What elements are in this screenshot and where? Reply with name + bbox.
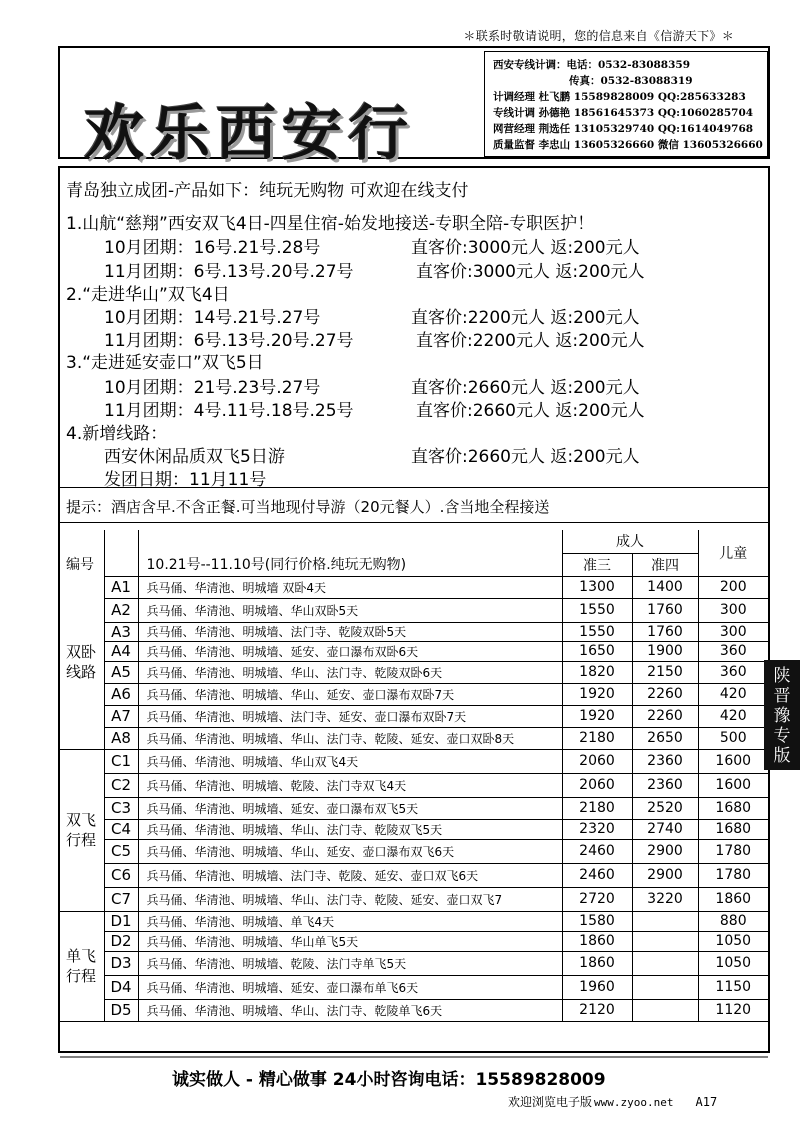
group-label-text: 双卧线路	[66, 643, 97, 682]
price-child: 1780	[698, 863, 768, 887]
slogan: 诚实做人 - 精心做事 24小时咨询电话：15589828009	[172, 1070, 606, 1090]
side-tab-char: 晋	[773, 686, 791, 706]
product-1-oct-price: 直客价:3000元人 返:200元人	[411, 238, 640, 258]
price-std3: 1960	[562, 975, 632, 999]
route-description: 兵马俑、华清池、明城墙、华山双飞4天	[138, 749, 562, 773]
product-2-nov-price: 直客价:2200元人 返:200元人	[416, 331, 645, 351]
product-2-nov-dates: 11月团期：6号.13号.20号.27号	[104, 331, 354, 351]
route-description: 兵马俑、华清池、明城墙、华山、法门寺、乾陵、延安、壶口双卧8天	[138, 727, 562, 749]
route-code: C2	[104, 773, 138, 797]
route-code: A7	[104, 705, 138, 727]
product-3-oct-price: 直客价:2660元人 返:200元人	[411, 378, 640, 398]
divider	[60, 487, 768, 488]
price-child: 1050	[698, 951, 768, 975]
route-code: A4	[104, 641, 138, 661]
price-table	[60, 530, 768, 1022]
route-code: C3	[104, 797, 138, 819]
route-description: 兵马俑、华清池、明城墙、华山、法门寺、乾陵双卧6天	[138, 661, 562, 683]
route-description: 兵马俑、华清池、明城墙、单飞4天	[138, 911, 562, 931]
price-child: 360	[698, 641, 768, 661]
route-description: 兵马俑、华清池、明城墙、法门寺、乾陵、延安、壶口双飞6天	[138, 863, 562, 887]
route-code: A3	[104, 622, 138, 641]
table-row	[60, 951, 768, 975]
contact-box	[484, 51, 768, 157]
route-code: A2	[104, 598, 138, 622]
table-row	[60, 661, 768, 683]
price-std3: 1860	[562, 951, 632, 975]
price-std4: 2150	[632, 661, 698, 683]
header-std4: 准四	[632, 553, 698, 576]
route-description: 兵马俑、华清池、明城墙、延安、壶口瀑布双卧6天	[138, 641, 562, 661]
side-tab	[764, 660, 800, 770]
product-4-price: 直客价:2660元人 返:200元人	[411, 447, 640, 467]
side-tab-char: 版	[773, 746, 791, 766]
route-description: 兵马俑、华清池、明城墙、华山、法门寺、乾陵双飞5天	[138, 819, 562, 839]
group-label	[60, 749, 104, 911]
price-child: 1600	[698, 773, 768, 797]
table-row	[60, 641, 768, 661]
price-std4: 2900	[632, 839, 698, 863]
product-4-title: 4.新增线路：	[66, 424, 168, 444]
price-std4: 2650	[632, 727, 698, 749]
route-description: 兵马俑、华清池、明城墙、华山、延安、壶口瀑布双卧7天	[138, 683, 562, 705]
footer-welcome: 欢迎浏览电子版	[508, 1095, 593, 1109]
price-std4: 2260	[632, 683, 698, 705]
price-std4: 2360	[632, 773, 698, 797]
group-label	[60, 576, 104, 749]
price-std3: 1650	[562, 641, 632, 661]
route-description: 兵马俑、华清池、明城墙、乾陵、法门寺单飞5天	[138, 951, 562, 975]
product-4-name: 西安休闲品质双飞5日游	[104, 447, 285, 467]
route-description: 兵马俑、华清池、明城墙、延安、壶口瀑布单飞6天	[138, 975, 562, 999]
table-row	[60, 749, 768, 773]
route-code: C7	[104, 887, 138, 911]
price-child: 300	[698, 622, 768, 641]
product-1-nov-dates: 11月团期：6号.13号.20号.27号	[104, 262, 354, 282]
price-std3: 1550	[562, 598, 632, 622]
route-description: 兵马俑、华清池、明城墙 双卧4天	[138, 576, 562, 598]
price-std4: 2260	[632, 705, 698, 727]
price-std3: 1920	[562, 705, 632, 727]
route-description: 兵马俑、华清池、明城墙、乾陵、法门寺双飞4天	[138, 773, 562, 797]
contact-line: 专线计调 孙德艳 18561645373 QQ:1060285704	[493, 107, 754, 119]
price-std4	[632, 999, 698, 1021]
route-code: A1	[104, 576, 138, 598]
price-std4: 2520	[632, 797, 698, 819]
price-std3: 2460	[562, 863, 632, 887]
price-std4	[632, 931, 698, 951]
price-std4: 1760	[632, 598, 698, 622]
top-note: ＊联系时敬请说明，您的信息来自《信游天下》＊	[463, 29, 734, 43]
product-1-title: 1.山航“慈翔”西安双飞4日-四星住宿-始发地接送-专职全陪-专职医护！	[66, 214, 595, 234]
price-child: 1780	[698, 839, 768, 863]
side-tab-char: 陕	[773, 666, 791, 686]
price-std3: 1860	[562, 931, 632, 951]
table-row	[60, 773, 768, 797]
table-row	[60, 863, 768, 887]
price-child: 1120	[698, 999, 768, 1021]
footer-site[interactable]: www.zyoo.net	[594, 1096, 674, 1109]
route-description: 兵马俑、华清池、明城墙、华山、法门寺、乾陵、延安、壶口双飞7	[138, 887, 562, 911]
group-label-text: 单飞行程	[66, 947, 97, 985]
route-description: 兵马俑、华清池、明城墙、法门寺、延安、壶口瀑布双卧7天	[138, 705, 562, 727]
group-label	[60, 911, 104, 1021]
table-row	[60, 839, 768, 863]
table-row	[60, 705, 768, 727]
contact-line: 计调经理 杜飞鹏 15589828009 QQ:285633283	[493, 91, 746, 103]
price-child: 500	[698, 727, 768, 749]
price-child: 300	[698, 598, 768, 622]
price-std4: 2900	[632, 863, 698, 887]
route-code: D3	[104, 951, 138, 975]
route-code: A5	[104, 661, 138, 683]
side-tab-char: 豫	[773, 706, 791, 726]
hint-text: 提示：酒店含早.不含正餐.可当地现付导游（20元餐人）.含当地全程接送	[66, 498, 550, 516]
route-description: 兵马俑、华清池、明城墙、法门寺、乾陵双卧5天	[138, 622, 562, 641]
route-code: D4	[104, 975, 138, 999]
table-row	[60, 576, 768, 598]
price-std3: 2180	[562, 727, 632, 749]
header-std3: 准三	[562, 553, 632, 576]
table-row	[60, 975, 768, 999]
price-std3: 2060	[562, 749, 632, 773]
route-code: C4	[104, 819, 138, 839]
price-std3: 2460	[562, 839, 632, 863]
table-row	[60, 622, 768, 641]
price-std3: 2320	[562, 819, 632, 839]
table-row	[60, 911, 768, 931]
price-child: 1150	[698, 975, 768, 999]
price-std4	[632, 911, 698, 931]
contact-line: 传真：0532-83088319	[569, 75, 693, 87]
route-code: C6	[104, 863, 138, 887]
product-4-date: 发团日期：11月11号	[104, 470, 267, 490]
price-std3: 2060	[562, 773, 632, 797]
product-2-oct-price: 直客价:2200元人 返:200元人	[411, 308, 640, 328]
route-code: A6	[104, 683, 138, 705]
contact-line: 网营经理 荆选任 13105329740 QQ:1614049768	[493, 123, 754, 135]
table-row	[60, 683, 768, 705]
price-child: 200	[698, 576, 768, 598]
page-number: A17	[695, 1095, 718, 1109]
route-code: C1	[104, 749, 138, 773]
footer-line	[508, 1093, 717, 1110]
logo: 欢乐西安行	[84, 99, 414, 169]
route-description: 兵马俑、华清池、明城墙、华山单飞5天	[138, 931, 562, 951]
header-adult: 成人	[562, 530, 698, 553]
footer-divider	[60, 1056, 768, 1060]
product-1-nov-price: 直客价:3000元人 返:200元人	[416, 262, 645, 282]
route-description: 兵马俑、华清池、明城墙、华山、延安、壶口瀑布双飞6天	[138, 839, 562, 863]
price-std3: 2120	[562, 999, 632, 1021]
intro-heading: 青岛独立成团-产品如下：纯玩无购物 可欢迎在线支付	[66, 181, 469, 201]
price-child: 420	[698, 683, 768, 705]
price-child: 1680	[698, 797, 768, 819]
price-std3: 2720	[562, 887, 632, 911]
table-row	[60, 797, 768, 819]
product-3-oct-dates: 10月团期：21号.23号.27号	[104, 378, 321, 398]
price-std4: 3220	[632, 887, 698, 911]
product-3-nov-price: 直客价:2660元人 返:200元人	[416, 401, 645, 421]
price-std3: 2180	[562, 797, 632, 819]
price-std4: 1900	[632, 641, 698, 661]
table-row	[60, 887, 768, 911]
table-row	[60, 819, 768, 839]
header-code: 编号	[60, 530, 104, 576]
price-std4: 2360	[632, 749, 698, 773]
product-1-oct-dates: 10月团期：16号.21号.28号	[104, 238, 321, 258]
product-2-oct-dates: 10月团期：14号.21号.27号	[104, 308, 321, 328]
route-code: C5	[104, 839, 138, 863]
route-description: 兵马俑、华清池、明城墙、华山、法门寺、乾陵单飞6天	[138, 999, 562, 1021]
price-child: 1680	[698, 819, 768, 839]
route-code: D2	[104, 931, 138, 951]
product-2-title: 2.“走进华山”双飞4日	[66, 285, 230, 305]
route-code: D1	[104, 911, 138, 931]
table-row	[60, 727, 768, 749]
table-row	[60, 931, 768, 951]
side-tab-char: 专	[773, 726, 791, 746]
price-std3: 1920	[562, 683, 632, 705]
price-std3: 1820	[562, 661, 632, 683]
route-description: 兵马俑、华清池、明城墙、延安、壶口瀑布双飞5天	[138, 797, 562, 819]
group-label-text: 双飞行程	[66, 811, 97, 849]
price-std3: 1550	[562, 622, 632, 641]
price-child: 1600	[698, 749, 768, 773]
price-std4: 1400	[632, 576, 698, 598]
contact-line: 西安专线计调：电话：0532-83088359	[493, 59, 691, 71]
contact-line: 质量监督 李忠山 13605326660 微信 13605326660	[493, 139, 763, 151]
price-std4	[632, 951, 698, 975]
price-std4	[632, 975, 698, 999]
product-3-title: 3.“走进延安壶口”双飞5日	[66, 353, 264, 373]
price-child: 360	[698, 661, 768, 683]
price-child: 880	[698, 911, 768, 931]
price-std3: 1580	[562, 911, 632, 931]
route-code: A8	[104, 727, 138, 749]
price-child: 1050	[698, 931, 768, 951]
table-row	[60, 598, 768, 622]
header-blank	[104, 530, 138, 576]
price-child: 1860	[698, 887, 768, 911]
route-code: D5	[104, 999, 138, 1021]
route-description: 兵马俑、华清池、明城墙、华山双卧5天	[138, 598, 562, 622]
product-3-nov-dates: 11月团期：4号.11号.18号.25号	[104, 401, 354, 421]
price-std4: 1760	[632, 622, 698, 641]
price-std4: 2740	[632, 819, 698, 839]
table-row	[60, 999, 768, 1021]
price-child: 420	[698, 705, 768, 727]
divider	[60, 522, 768, 523]
header-child: 儿童	[698, 530, 768, 576]
header-period: 10.21号--11.10号(同行价格.纯玩无购物)	[138, 530, 562, 576]
price-std3: 1300	[562, 576, 632, 598]
